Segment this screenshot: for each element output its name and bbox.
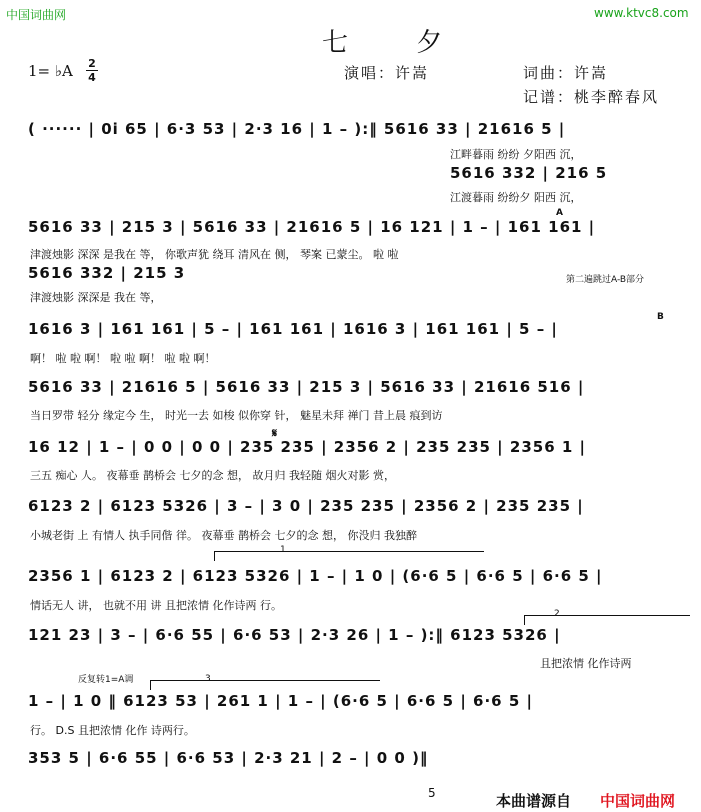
lyrics-line-9: 行。 D.S 且把浓情 化作 诗两行。: [30, 724, 195, 737]
composer-credit: 词曲：许嵩: [523, 64, 609, 82]
score-system-3: 1616 3 | 161 161 | 5 – | 161 161 | 1616 3 | 161 161 | 5 – |: [28, 320, 558, 338]
score-system-4: 5616 33 | 21616 5 | 5616 33 | 215 3 | 5616 33 | 21616 516 |: [28, 378, 585, 396]
lyrics-line-1: 江畔暮雨 纷纷 夕阳西 沉，: [450, 148, 582, 161]
volta-2-bracket: [524, 615, 690, 616]
skip-note: 第二遍跳过A-B部分: [566, 275, 645, 285]
volta-1-label: 1: [280, 545, 286, 555]
score-system-1b: 5616 332 | 216 5: [450, 164, 608, 182]
rehearsal-mark-a: A: [556, 208, 563, 218]
score-system-10: 353 5 | 6·6 55 | 6·6 53 | 2·3 21 | 2 – | 0 0 )‖: [28, 749, 429, 767]
time-signature-top: 2: [88, 57, 96, 70]
score-system-1: ( ······ | 0i 65 | 6·3 53 | 2·3 16 | 1 – ):‖ 5616 33 | 21616 5 |: [28, 120, 566, 138]
transcriber-credit: 记谱：桃李醉春风: [523, 88, 660, 106]
lyrics-line-5: 三五 痴心 人。 夜幕垂 鹊桥会 七夕的念 想， 故月归 我轻随 烟火对影 赏，: [30, 469, 395, 482]
source-label: 本曲谱源自: [496, 792, 572, 810]
lyrics-line-1b: 江渡暮雨 纷纷夕 阳西 沉，: [450, 191, 582, 204]
lyrics-line-4: 当日罗带 轻分 缘定今 生， 时光一去 如梭 似你穿 针， 魅星未拜 禅门 昔上晨 痕到访: [30, 409, 443, 422]
song-title: 七 夕: [322, 28, 473, 58]
site-watermark-left[interactable]: 中国词曲网: [6, 8, 67, 22]
score-system-6: 6123 2 | 6123 5326 | 3 – | 3 0 | 235 235 | 2356 2 | 235 235 |: [28, 497, 584, 515]
score-system-2: 5616 33 | 215 3 | 5616 33 | 21616 5 | 16 121 | 1 – | 161 161 |: [28, 218, 596, 236]
modulation-note: 反复转1=A调: [78, 675, 134, 685]
volta-3-bracket: [150, 680, 380, 681]
lyrics-line-8: 且把浓情 化作诗两: [540, 657, 632, 670]
score-system-8: 121 23 | 3 – | 6·6 55 | 6·6 53 | 2·3 26 | 1 – ):‖ 6123 5326 |: [28, 626, 561, 644]
source-site-link[interactable]: 中国词曲网: [600, 792, 676, 810]
lyrics-line-3: 啊！ 啦 啦 啊！ 啦 啦 啊！ 啦 啦 啊！: [30, 352, 216, 365]
volta-2-label: 2: [554, 609, 560, 619]
score-system-5: 16 12 | 1 – | 0 0 | 0 0 | 235 235 | 2356 2 | 235 235 | 2356 1 |: [28, 438, 586, 456]
lyrics-line-2: 津渡烛影 深深 是我在 等， 你歌声犹 绕耳 清风在 侧， 琴案 已蒙尘。 啦 啦: [30, 248, 399, 261]
score-system-2b: 5616 332 | 215 3: [28, 264, 186, 282]
lyrics-line-2b: 津渡烛影 深深是 我在 等，: [30, 291, 162, 304]
score-system-9: 1 – | 1 0 ‖ 6123 53 | 261 1 | 1 – | (6·6 5 | 6·6 5 | 6·6 5 |: [28, 692, 533, 710]
volta-1-bracket: [214, 551, 484, 552]
score-system-7: 2356 1 | 6123 2 | 6123 5326 | 1 – | 1 0 | (6·6 5 | 6·6 5 | 6·6 5 |: [28, 567, 603, 585]
segno-mark: 𝄋: [272, 426, 278, 440]
singer-credit: 演唱：许嵩: [344, 64, 430, 82]
lyrics-line-6: 小城老街 上 有情人 执手同偕 徉。 夜幕垂 鹊桥会 七夕的念 想， 你没归 我独醉: [30, 529, 417, 542]
volta-3-label: 3: [205, 674, 211, 684]
rehearsal-mark-b: B: [657, 312, 664, 322]
time-signature: [86, 58, 98, 83]
time-signature-bottom: 4: [88, 71, 96, 84]
site-watermark-right[interactable]: www.ktvc8.com: [594, 6, 689, 20]
lyrics-line-7: 情话无人 讲， 也就不用 讲 且把浓情 化作诗两 行。: [30, 599, 282, 612]
page-number: 5: [428, 786, 436, 800]
key-signature: 1= ♭A: [28, 62, 73, 80]
